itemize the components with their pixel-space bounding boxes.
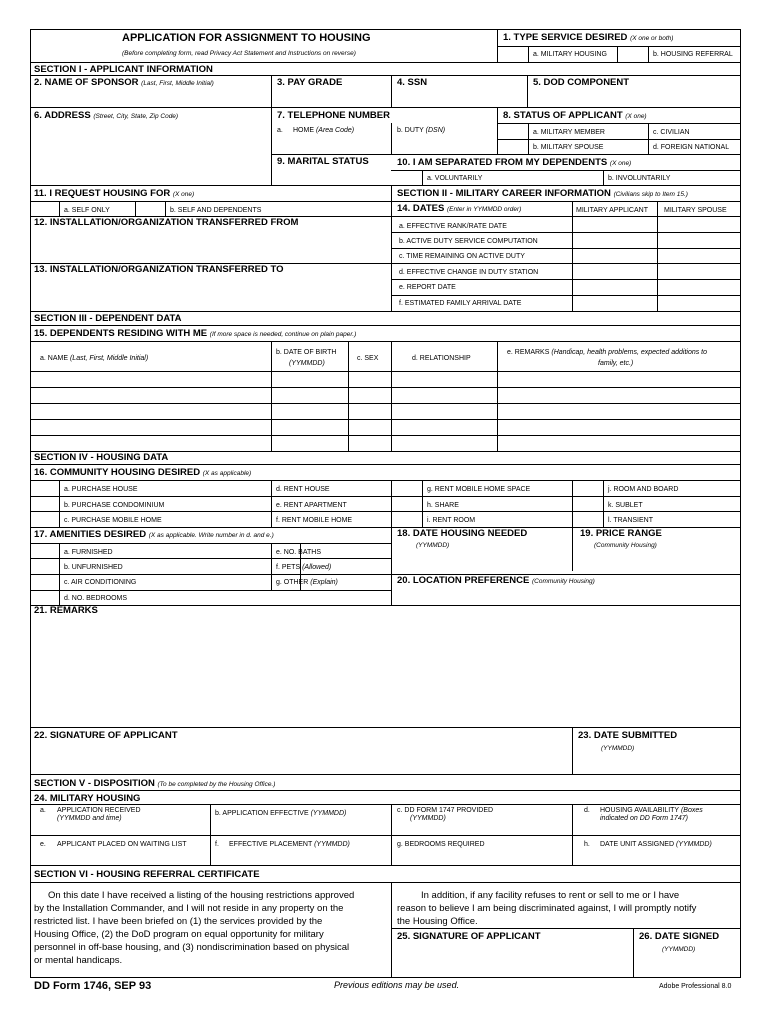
f1-label: 1. TYPE SERVICE DESIRED (X one or both) xyxy=(503,32,674,43)
f5-label[interactable]: 5. DOD COMPONENT xyxy=(533,77,630,88)
f15-row-3[interactable] xyxy=(30,403,741,404)
f24-d-note: indicated on DD Form 1747) xyxy=(600,815,688,822)
form-number: DD Form 1746, SEP 93 xyxy=(34,980,152,992)
f2-label[interactable]: 2. NAME OF SPONSOR (Last, First, Middle Initial) xyxy=(34,77,214,88)
f24-e-letter: e. xyxy=(40,841,46,848)
f14-row-f[interactable]: f. ESTIMATED FAMILY ARRIVAL DATE xyxy=(399,300,522,307)
f16-g[interactable]: g. RENT MOBILE HOME SPACE xyxy=(427,486,531,493)
f23-label[interactable]: 23. DATE SUBMITTED xyxy=(578,730,678,741)
f17-a[interactable]: a. FURNISHED xyxy=(64,549,113,556)
f8-label: 8. STATUS OF APPLICANT (X one) xyxy=(503,110,647,121)
f15-col-relationship: d. RELATIONSHIP xyxy=(412,355,471,362)
f11-label: 11. I REQUEST HOUSING FOR (X one) xyxy=(34,188,195,199)
f1-option-military-housing[interactable]: a. MILITARY HOUSING xyxy=(533,51,607,58)
f14-row-d[interactable]: d. EFFECTIVE CHANGE IN DUTY STATION xyxy=(399,269,539,276)
f16-j[interactable]: j. ROOM AND BOARD xyxy=(608,486,679,493)
f8-option-civilian[interactable]: c. CIVILIAN xyxy=(653,129,690,136)
f24-a-received[interactable]: APPLICATION RECEIVED xyxy=(57,807,141,814)
f16-h[interactable]: h. SHARE xyxy=(427,502,459,509)
f14-row-a[interactable]: a. EFFECTIVE RANK/RATE DATE xyxy=(399,223,507,230)
f16-l[interactable]: l. TRANSIENT xyxy=(608,517,653,524)
f4-label[interactable]: 4. SSN xyxy=(397,77,428,88)
f24-b-effective[interactable]: b. APPLICATION EFFECTIVE (YYMMDD) xyxy=(215,810,347,817)
f6-label[interactable]: 6. ADDRESS (Street, City, State, Zip Code) xyxy=(34,110,179,121)
f14-label: 14. DATES (Enter in YYMMDD order) xyxy=(397,203,522,214)
f19-note: (Community Housing) xyxy=(594,542,657,549)
section-1-heading: SECTION I - APPLICANT INFORMATION xyxy=(34,64,213,75)
f8-option-military-spouse[interactable]: b. MILITARY SPOUSE xyxy=(533,144,604,151)
f17-d[interactable]: d. NO. BEDROOMS xyxy=(64,595,128,602)
f21-label[interactable]: 21. REMARKS xyxy=(34,605,98,616)
f15-col-remarks: e. REMARKS (Handicap, health problems, expected additions to xyxy=(507,349,708,356)
f24-h-unit-assigned[interactable]: DATE UNIT ASSIGNED (YYMMDD) xyxy=(600,841,712,848)
f12-label[interactable]: 12. INSTALLATION/ORGANIZATION TRANSFERRED FROM xyxy=(34,217,299,228)
f24-g-bedrooms[interactable]: g. BEDROOMS REQUIRED xyxy=(397,841,485,848)
f16-c[interactable]: c. PURCHASE MOBILE HOME xyxy=(64,517,162,524)
f17-label: 17. AMENITIES DESIRED (X as applicable. Write number in d. and e.) xyxy=(34,529,274,540)
certificate-left-text: On this date I have received a listing of the housing restrictions approved by the Installation Commander, and I will not reside in any property on the restricted list. I have been briefed on (1) the services provided by the Housing Office, (2) the DoD program on equal opportunity for military personnel in off-base housing, and (3) nondiscrimination based on physical or mental handicaps. xyxy=(34,890,355,966)
f25-label[interactable]: 25. SIGNATURE OF APPLICANT xyxy=(397,931,541,942)
f14-col-military-spouse: MILITARY SPOUSE xyxy=(664,207,727,214)
f14-row-c[interactable]: c. TIME REMAINING ON ACTIVE DUTY xyxy=(399,253,525,260)
f16-k[interactable]: k. SUBLET xyxy=(608,502,643,509)
f16-f[interactable]: f. RENT MOBILE HOME xyxy=(276,517,353,524)
f24-a-letter: a. xyxy=(40,807,46,814)
f7-label: 7. TELEPHONE NUMBER xyxy=(277,110,390,121)
form-title: APPLICATION FOR ASSIGNMENT TO HOUSING xyxy=(122,32,371,44)
f15-row-2[interactable] xyxy=(30,387,741,388)
f17-g[interactable]: g. OTHER (Explain) xyxy=(276,579,338,586)
f24-h-letter: h. xyxy=(584,841,590,848)
f14-row-e[interactable]: e. REPORT DATE xyxy=(399,284,456,291)
section-3-heading: SECTION III - DEPENDENT DATA xyxy=(34,313,182,324)
f8-option-foreign-national[interactable]: d. FOREIGN NATIONAL xyxy=(653,144,730,151)
f14-row-b[interactable]: b. ACTIVE DUTY SERVICE COMPUTATION xyxy=(399,238,538,245)
f26-label[interactable]: 26. DATE SIGNED xyxy=(639,931,720,942)
f17-f[interactable]: f. PETS (Allowed) xyxy=(276,564,332,571)
f11-option-self-only[interactable]: a. SELF ONLY xyxy=(64,207,110,214)
f15-row-1[interactable] xyxy=(30,371,741,372)
f11-option-self-and-dependents[interactable]: b. SELF AND DEPENDENTS xyxy=(170,207,262,214)
f16-i[interactable]: i. RENT ROOM xyxy=(427,517,476,524)
f15-label: 15. DEPENDENTS RESIDING WITH ME (If more space is needed, continue on plain paper.) xyxy=(34,328,357,339)
f17-c[interactable]: c. AIR CONDITIONING xyxy=(64,579,137,586)
f3-label[interactable]: 3. PAY GRADE xyxy=(277,77,343,88)
f20-label[interactable]: 20. LOCATION PREFERENCE (Community Housing) xyxy=(397,575,595,586)
f14-col-military-applicant: MILITARY APPLICANT xyxy=(576,207,648,214)
f15-row-5[interactable] xyxy=(30,435,741,436)
section-4-heading: SECTION IV - HOUSING DATA xyxy=(34,452,169,463)
f15-col-remarks-cont: family, etc.) xyxy=(598,360,634,367)
f24-d-availability[interactable]: HOUSING AVAILABILITY (Boxes xyxy=(600,807,703,814)
f9-label[interactable]: 9. MARITAL STATUS xyxy=(277,156,369,167)
f7-home-field[interactable]: HOME (Area Code) xyxy=(293,127,355,134)
f26-format: (YYMMDD) xyxy=(662,946,696,953)
f24-f-placement[interactable]: EFFECTIVE PLACEMENT (YYMMDD) xyxy=(229,841,350,848)
f23-format: (YYMMDD) xyxy=(601,745,635,752)
f15-col-dob: b. DATE OF BIRTH xyxy=(276,349,337,356)
f22-label[interactable]: 22. SIGNATURE OF APPLICANT xyxy=(34,730,178,741)
f24-a-format: (YYMMDD and time) xyxy=(57,815,122,822)
f10-option-involuntarily[interactable]: b. INVOLUNTARILY xyxy=(608,175,671,182)
f24-c-dd1747[interactable]: c. DD FORM 1747 PROVIDED xyxy=(397,807,494,814)
f1-option-housing-referral[interactable]: b. HOUSING REFERRAL xyxy=(653,51,733,58)
f10-option-voluntarily[interactable]: a. VOLUNTARILY xyxy=(427,175,483,182)
section-5-heading: SECTION V - DISPOSITION (To be completed by the Housing Office.) xyxy=(34,778,276,789)
f24-d-letter: d. xyxy=(584,807,590,814)
f10-label: 10. I AM SEPARATED FROM MY DEPENDENTS (X one) xyxy=(397,157,632,168)
f24-label: 24. MILITARY HOUSING xyxy=(34,793,141,804)
f19-label[interactable]: 19. PRICE RANGE xyxy=(580,528,662,539)
f24-e-waiting-list[interactable]: APPLICANT PLACED ON WAITING LIST xyxy=(57,841,187,848)
f16-e[interactable]: e. RENT APARTMENT xyxy=(276,502,347,509)
f18-label[interactable]: 18. DATE HOUSING NEEDED xyxy=(397,528,528,539)
f16-label: 16. COMMUNITY HOUSING DESIRED (X as applicable) xyxy=(34,467,252,478)
f24-f-letter: f. xyxy=(215,841,219,848)
f15-col-sex: c. SEX xyxy=(357,355,379,362)
f13-label[interactable]: 13. INSTALLATION/ORGANIZATION TRANSFERRED TO xyxy=(34,264,284,275)
f18-format: (YYMMDD) xyxy=(416,542,450,549)
certificate-right-text: In addition, if any facility refuses to rent or sell to me or I have reason to believe I am being discriminated against, I will promptly notify the Housing Office. xyxy=(397,890,697,927)
f16-b[interactable]: b. PURCHASE CONDOMINIUM xyxy=(64,502,165,509)
f7-home-a: a. xyxy=(277,127,283,134)
f24-c-format: (YYMMDD) xyxy=(410,815,446,822)
f15-col-dob-format: (YYMMDD) xyxy=(289,360,325,367)
f17-e[interactable]: e. NO. BATHS xyxy=(276,549,321,556)
f16-d[interactable]: d. RENT HOUSE xyxy=(276,486,330,493)
f15-row-4[interactable] xyxy=(30,419,741,420)
section-6-heading: SECTION VI - HOUSING REFERRAL CERTIFICATE xyxy=(34,869,260,880)
f17-b[interactable]: b. UNFURNISHED xyxy=(64,564,123,571)
form-subtitle: (Before completing form, read Privacy Act Statement and Instructions on reverse) xyxy=(122,50,356,57)
f7-duty-field[interactable]: b. DUTY (DSN) xyxy=(397,127,446,134)
previous-editions-note: Previous editions may be used. xyxy=(334,980,460,990)
f15-col-name: a. NAME (Last, First, Middle Initial) xyxy=(40,355,149,362)
section-2-heading: SECTION II - MILITARY CAREER INFORMATION (Civilians skip to Item 15.) xyxy=(397,188,688,199)
f8-option-military-member[interactable]: a. MILITARY MEMBER xyxy=(533,129,605,136)
f16-a[interactable]: a. PURCHASE HOUSE xyxy=(64,486,138,493)
software-note: Adobe Professional 8.0 xyxy=(659,983,732,990)
